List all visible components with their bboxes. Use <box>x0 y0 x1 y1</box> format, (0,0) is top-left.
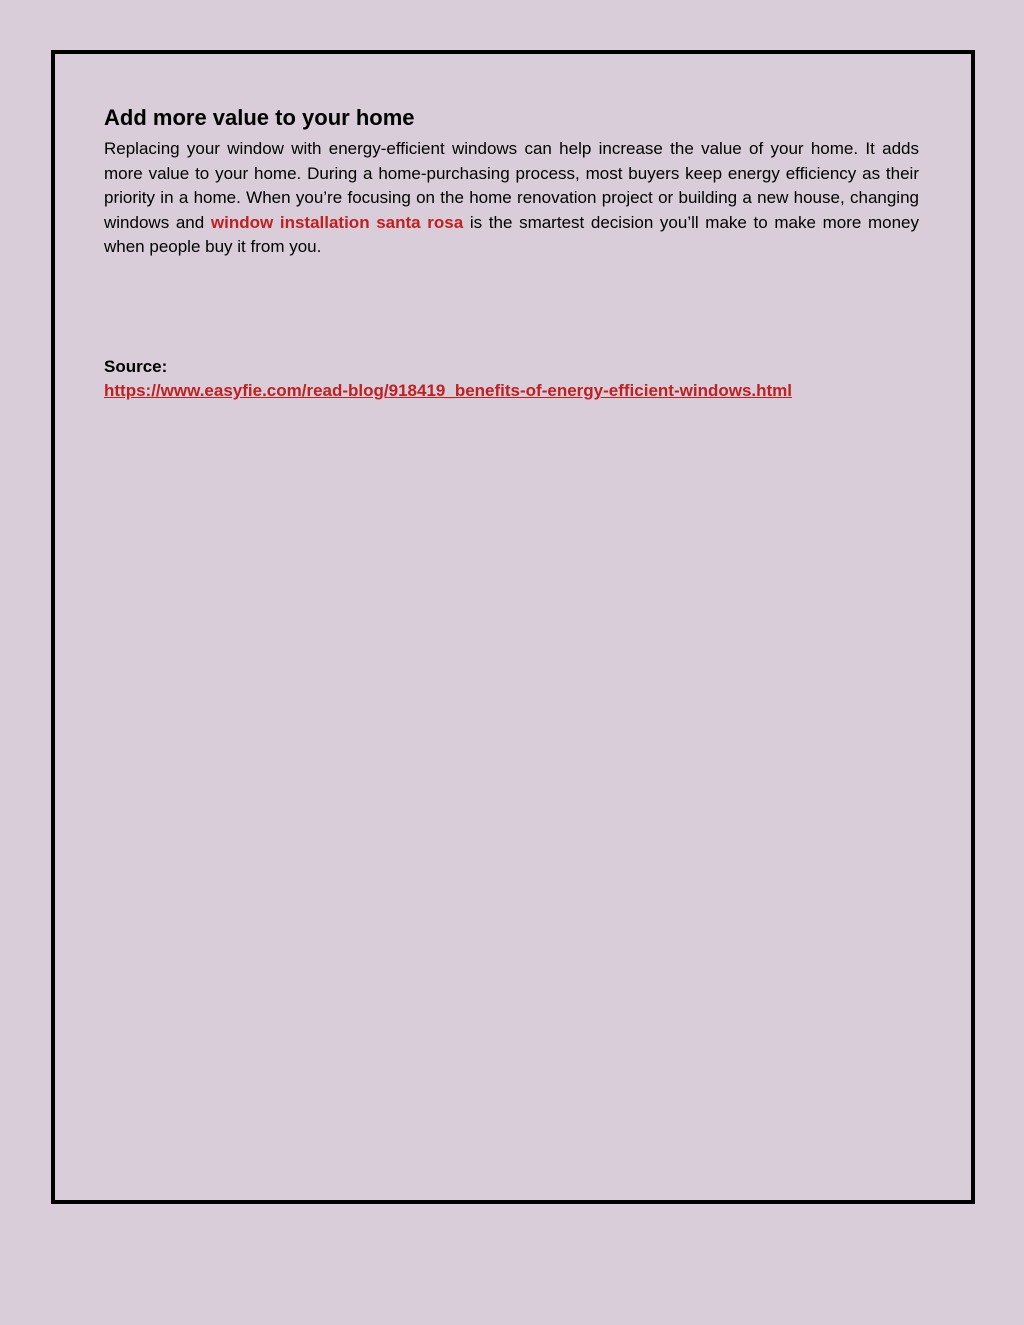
paragraph-text-after-link: is the smartest decision you’ll make to make more money when people buy it from you. <box>104 212 919 256</box>
source-url-link[interactable]: https://www.easyfie.com/read-blog/918419_benefits-of-energy-efficient-windows.html <box>104 381 793 400</box>
window-installation-link[interactable]: window installation santa rosa <box>210 212 464 232</box>
source-section <box>104 355 919 403</box>
section-heading: Add more value to your home <box>104 105 415 130</box>
paragraph-text-before-link: Replacing your window with energy-efficient windows can help increase the value of your home. It adds more value to your home. During a home-purchasing process, most buyers keep energy efficiency as their priority in a home. When you’re focusing on the home renovation project or building a new house, changing windows and <box>104 139 919 232</box>
article-section <box>104 104 919 260</box>
body-paragraph <box>104 137 919 260</box>
source-label: Source: <box>104 357 168 376</box>
